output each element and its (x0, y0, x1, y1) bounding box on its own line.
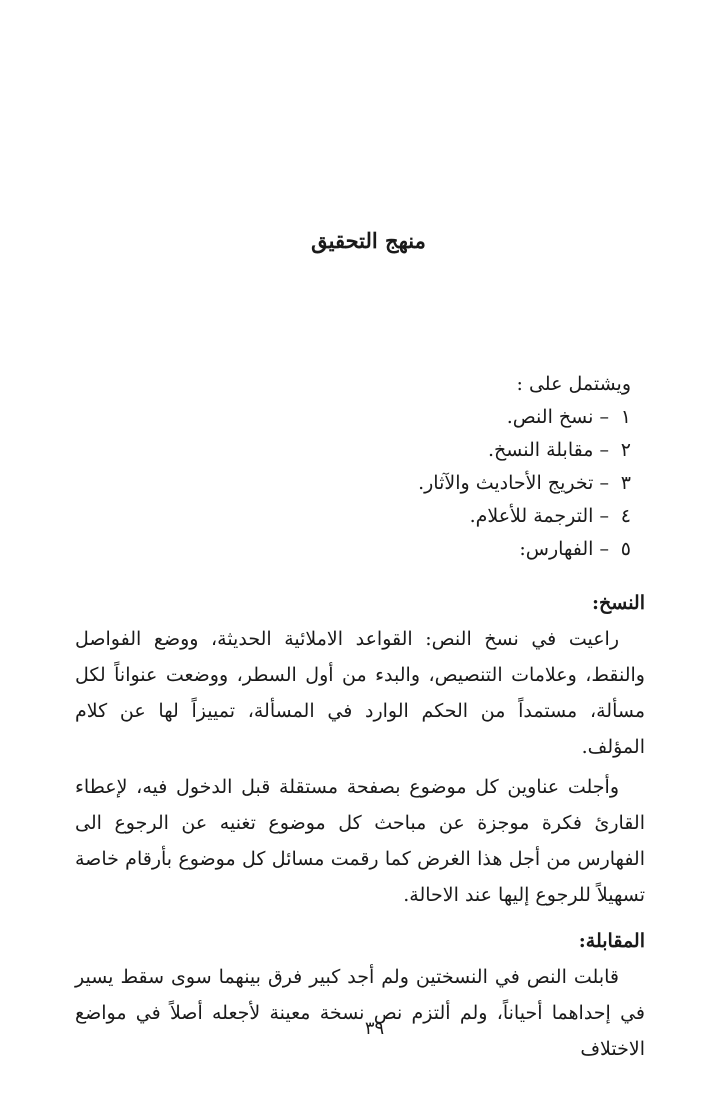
list-item: ٥ – الفهارس: (211, 533, 631, 566)
page-number: ٣٩ (364, 1018, 385, 1039)
intro-lead: ويشتمل على : (516, 373, 631, 395)
list-item-text: الترجمة للأعلام. (469, 505, 594, 527)
paragraph: راعيت في نسخ النص: القواعد الاملائية الحديثة، ووضع الفواصل والنقط، وعلامات التنصيص، والبدء من أول السطر، ووضعت عنواناً لكل مسألة، مستمداً من الحكم الوارد في المسألة، تمييزاً لها عن كلام المؤلف. (75, 628, 645, 758)
page-title: منهج التحقيق (311, 228, 426, 253)
list-item-number: ٢ (620, 439, 631, 461)
paragraph: قابلت النص في النسختين ولم أجد كبير فرق بينهما سوى سقط يسير في إحداهما أحياناً، ولم ألتزم نص نسخة معينة لأجعله أصلاً في مواضع الاختلاف (75, 966, 645, 1060)
paragraph: وأجلت عناوين كل موضوع بصفحة مستقلة قبل الدخول فيه، لإعطاء القارئ فكرة موجزة عن مباحث كل موضوع تغنيه عن الرجوع الى الفهارس من أجل هذا الغرض كما رقمت مسائل كل موضوع بأرقام خاصة تسهيلاً للرجوع إليها عند الاحالة. (75, 776, 645, 906)
list-item: ١ – نسخ النص. (211, 401, 631, 434)
list-item: ٤ – الترجمة للأعلام. (211, 500, 631, 533)
list-item-number: ٤ (620, 505, 631, 527)
list-item: ٣ – تخريج الأحاديث والآثار. (211, 467, 631, 500)
list-item-text: الفهارس: (519, 538, 594, 560)
section-heading-transcription: النسخ: (591, 592, 645, 614)
list-item-number: ٥ (620, 538, 631, 560)
list-item-number: ١ (620, 406, 631, 428)
list-item-text: نسخ النص. (506, 406, 594, 428)
section-heading-collation: المقابلة: (578, 930, 645, 952)
list-item-text: تخريج الأحاديث والآثار. (418, 472, 594, 494)
list-item: ٢ – مقابلة النسخ. (211, 434, 631, 467)
list-item-text: مقابلة النسخ. (487, 439, 594, 461)
contents-list (211, 401, 631, 566)
list-item-number: ٣ (620, 472, 631, 494)
body-text (75, 585, 645, 1067)
contents-intro (211, 368, 631, 566)
